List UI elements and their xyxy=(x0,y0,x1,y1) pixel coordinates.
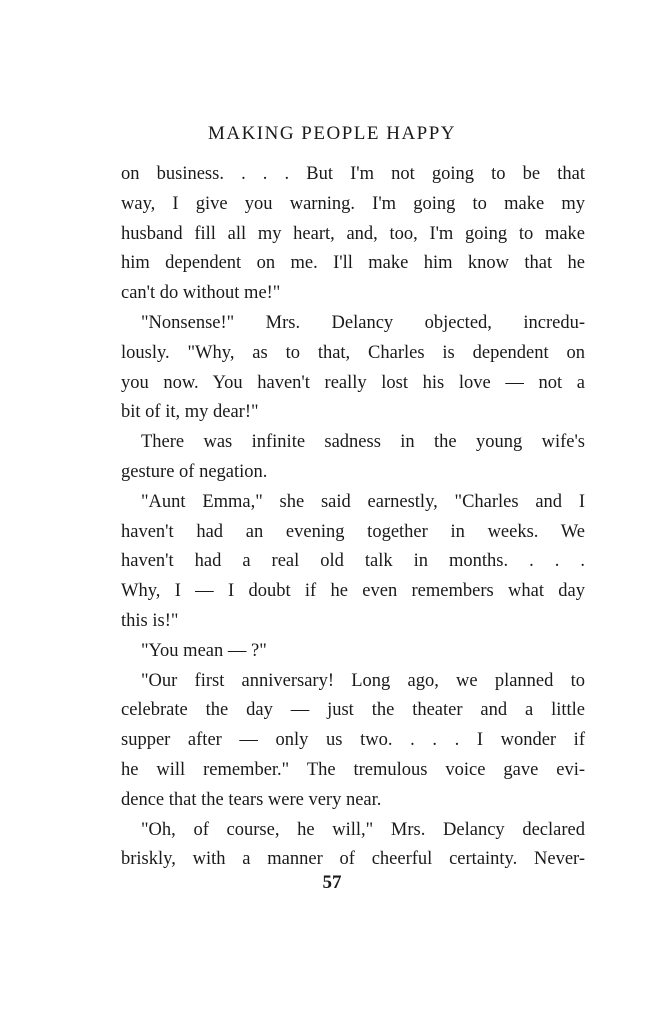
text-line: way, I give you warning. I'm going to make my xyxy=(121,193,585,214)
text-line: lously. "Why, as to that, Charles is dependent on xyxy=(121,342,585,363)
text-line: "Oh, of course, he will," Mrs. Delancy declared xyxy=(141,819,585,840)
text-line: you now. You haven't really lost his love — not a xyxy=(121,372,585,393)
text-line: him dependent on me. I'll make him know that he xyxy=(121,253,585,274)
text-line: he will remember." The tremulous voice gave evi- xyxy=(121,759,585,780)
page-number: 57 xyxy=(322,872,342,893)
text-line: can't do without me!" xyxy=(121,283,281,304)
text-line: supper after — only us two. . . . I wonder if xyxy=(121,730,585,751)
text-line: on business. . . . But I'm not going to be that xyxy=(121,164,585,184)
text-line: this is!" xyxy=(121,610,179,631)
body-text xyxy=(121,160,585,875)
text-line: "You mean — ?" xyxy=(141,640,267,661)
text-line: "Aunt Emma," she said earnestly, "Charles and I xyxy=(141,491,585,512)
running-head: MAKING PEOPLE HAPPY xyxy=(207,123,457,144)
text-line: haven't had an evening together in weeks. We xyxy=(121,521,585,542)
text-line: haven't had a real old talk in months. . . . xyxy=(121,551,585,572)
text-line: "Nonsense!" Mrs. Delancy objected, incredu- xyxy=(141,312,585,333)
text-line: There was infinite sadness in the young wife's xyxy=(141,432,585,453)
text-line: "Our first anniversary! Long ago, we planned to xyxy=(141,670,585,691)
text-line: briskly, with a manner of cheerful certainty. Never- xyxy=(121,849,585,870)
text-line: Why, I — I doubt if he even remembers what day xyxy=(121,581,585,602)
text-line: celebrate the day — just the theater and a little xyxy=(121,700,585,721)
text-line: gesture of negation. xyxy=(121,461,268,482)
text-line: dence that the tears were very near. xyxy=(121,789,382,810)
text-line: husband fill all my heart, and, too, I'm going to make xyxy=(121,223,585,244)
text-line: bit of it, my dear!" xyxy=(121,402,259,423)
